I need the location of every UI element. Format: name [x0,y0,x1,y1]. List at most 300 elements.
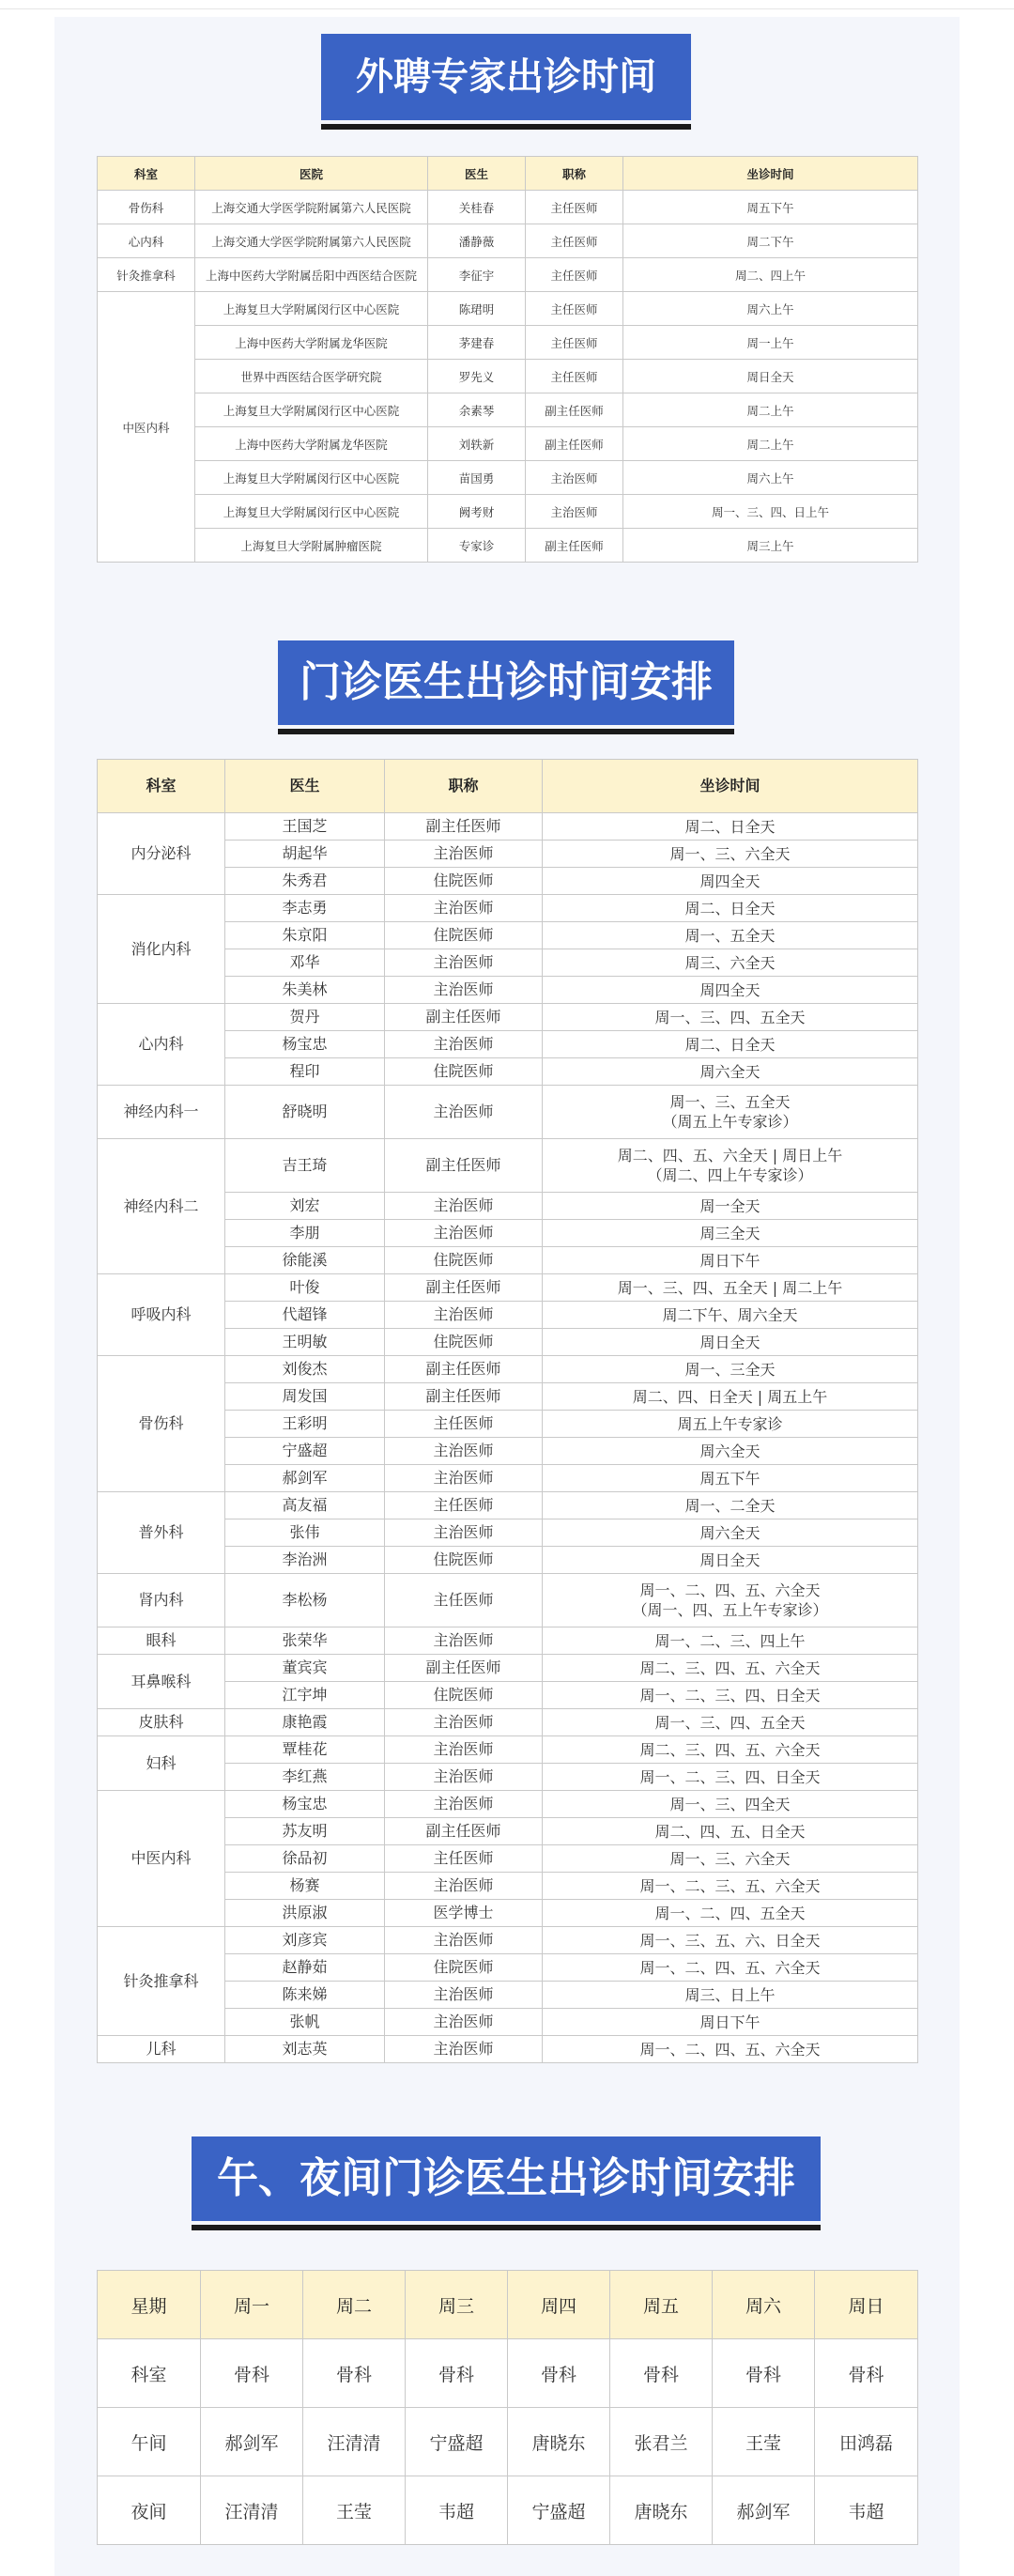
header-title: 职称 [385,760,543,813]
doctor-cell: 宁盛超 [225,1438,385,1465]
table-row [98,191,918,224]
time-cell [543,1139,918,1193]
time-line: 周六全天 [699,1442,760,1460]
table-row [98,427,918,461]
dept-cell: 儿科 [98,2036,225,2063]
time-line: 周五下午 [699,1469,760,1488]
time-cell [543,1519,918,1547]
section2-title-underline [278,729,734,734]
doctor-cell: 刘志英 [225,2036,385,2063]
time-line: 周日下午 [699,2013,760,2031]
title-cell: 主治医师 [385,1465,543,1492]
title-cell: 主任医师 [526,224,623,258]
dept-cell: 心内科 [98,224,195,258]
time-cell [543,1058,918,1086]
table-row [98,2036,918,2063]
time-line: 周一、三、四、五全天 | 周二上午 [617,1278,843,1297]
time-cell [543,895,918,922]
table-row [98,258,918,292]
section3-title: 午、夜间门诊医生出诊时间安排 [192,2136,821,2221]
doctor-cell: 舒晓明 [225,1086,385,1139]
title-cell: 主治医师 [526,495,623,529]
doctor-cell: 程印 [225,1058,385,1086]
table-row [98,1574,918,1627]
dept-cell: 耳鼻喉科 [98,1655,225,1709]
doctor-cell: 余素琴 [428,393,526,427]
title-cell: 住院医师 [385,922,543,949]
header-hospital: 医院 [195,157,428,191]
header-tue: 周二 [303,2271,406,2339]
time-line: 周三、六全天 [684,953,776,972]
time-cell [543,2036,918,2063]
doctor-cell: 代超锋 [225,1302,385,1329]
doctor-cell: 覃桂花 [225,1736,385,1764]
doctor-cell: 李征宇 [428,258,526,292]
doctor-cell: 董宾宾 [225,1655,385,1682]
time-cell [543,977,918,1004]
header-title: 职称 [526,157,623,191]
header-fri: 周五 [610,2271,713,2339]
time-cell [543,1655,918,1682]
doctor-cell: 李志勇 [225,895,385,922]
title-cell: 主治医师 [385,1736,543,1764]
title-cell: 住院医师 [385,1058,543,1086]
table-row [98,1709,918,1736]
time-cell [543,1274,918,1302]
time-cell [543,1438,918,1465]
time-cell: 周五下午 [623,191,918,224]
time-line: 周一、二、三、四、日全天 [639,1686,821,1704]
time-cell [543,1873,918,1900]
title-cell: 主治医师 [385,1220,543,1247]
time-cell [543,1736,918,1764]
schedule-cell: 宁盛超 [406,2408,508,2476]
doctor-cell: 张帆 [225,2009,385,2036]
schedule-cell: 骨科 [201,2339,303,2408]
title-cell: 主任医师 [385,1492,543,1519]
hospital-cell: 上海中医药大学附属龙华医院 [195,427,428,461]
outpatient-schedule-table [97,759,918,2063]
time-line: 周日全天 [699,1550,760,1569]
table-row [98,2408,918,2476]
header-mon: 周一 [201,2271,303,2339]
dept-cell: 骨伤科 [98,191,195,224]
dept-cell: 肾内科 [98,1574,225,1627]
title-cell: 主治医师 [385,977,543,1004]
title-cell: 主治医师 [385,1302,543,1329]
time-line: 周日全天 [699,1333,760,1351]
dept-cell: 普外科 [98,1492,225,1574]
time-cell: 周六上午 [623,461,918,495]
doctor-cell: 刘彦宾 [225,1927,385,1954]
time-line: 周五上午专家诊 [677,1414,783,1433]
table-row [98,2339,918,2408]
schedule-cell: 汪清清 [303,2408,406,2476]
header-wed: 周三 [406,2271,508,2339]
doctor-cell: 王明敏 [225,1329,385,1356]
time-cell [543,1302,918,1329]
title-cell: 主治医师 [385,1086,543,1139]
time-line: 周四全天 [699,872,760,890]
header-dept: 科室 [98,157,195,191]
title-cell: 主治医师 [385,1982,543,2009]
header-doctor: 医生 [225,760,385,813]
table-row [98,1627,918,1655]
table-row [98,1492,918,1519]
time-cell [543,1954,918,1982]
doctor-cell: 罗先义 [428,360,526,393]
top-divider [0,8,1014,9]
doctor-cell: 朱美林 [225,977,385,1004]
time-cell: 周二上午 [623,393,918,427]
time-line: 周三、日上午 [684,1985,776,2004]
time-cell [543,1086,918,1139]
time-cell: 周二、四上午 [623,258,918,292]
time-line: 周一、二、四、五、六全天 [639,1581,821,1599]
header-doctor: 医生 [428,157,526,191]
time-line: 周一、五全天 [684,926,776,945]
doctor-cell: 康艳霞 [225,1709,385,1736]
title-cell: 主任医师 [526,360,623,393]
table-row [98,326,918,360]
table-row [98,1139,918,1193]
time-cell [543,922,918,949]
schedule-cell: 骨科 [815,2339,918,2408]
hospital-cell: 上海交通大学医学院附属第六人民医院 [195,191,428,224]
schedule-cell: 王莹 [303,2476,406,2545]
table-row [98,1736,918,1764]
section3-title-underline [192,2225,821,2230]
time-line: 周一、三、六全天 [669,844,791,863]
table-row [98,895,918,922]
header-weekday: 星期 [98,2271,201,2339]
time-cell [543,1627,918,1655]
time-cell [543,1193,918,1220]
title-cell: 副主任医师 [385,1383,543,1411]
table-row [98,1927,918,1954]
time-line: 周一、三、四、五全天 [654,1008,806,1026]
doctor-cell: 杨宝忠 [225,1031,385,1058]
header-thu: 周四 [508,2271,610,2339]
time-line: 周一、三、四、五全天 [654,1713,806,1732]
doctor-cell: 杨宝忠 [225,1791,385,1818]
doctor-cell: 陈来娣 [225,1982,385,2009]
time-cell [543,1220,918,1247]
dept-cell: 消化内科 [98,895,225,1004]
title-cell: 主治医师 [385,1873,543,1900]
time-cell [543,1247,918,1274]
time-cell: 周一上午 [623,326,918,360]
section1-title-underline [321,124,691,130]
doctor-cell: 刘宏 [225,1193,385,1220]
header-sat: 周六 [713,2271,815,2339]
time-line: 周一、三、六全天 [669,1849,791,1868]
time-line: 周二、四、日全天 | 周五上午 [632,1387,828,1406]
title-cell: 主治医师 [385,1438,543,1465]
row-label: 夜间 [98,2476,201,2545]
time-cell [543,2009,918,2036]
time-cell [543,1547,918,1574]
doctor-cell: 郝剑军 [225,1465,385,1492]
time-cell: 周二下午 [623,224,918,258]
time-line: 周一、二、四、五全天 [654,1904,806,1922]
dept-cell: 针灸推拿科 [98,1927,225,2036]
time-cell: 周六上午 [623,292,918,326]
title-cell: 主治医师 [385,895,543,922]
title-cell: 主治医师 [526,461,623,495]
time-cell [543,1574,918,1627]
hospital-cell: 上海复旦大学附属闵行区中心医院 [195,495,428,529]
table-row [98,1086,918,1139]
title-cell: 副主任医师 [385,1274,543,1302]
doctor-cell: 朱秀君 [225,868,385,895]
title-cell: 住院医师 [385,1682,543,1709]
title-cell: 主任医师 [526,326,623,360]
title-cell: 住院医师 [385,1329,543,1356]
title-cell: 主治医师 [385,1031,543,1058]
doctor-cell: 贺丹 [225,1004,385,1031]
time-line: 周一、三、五全天 [669,1093,791,1111]
doctor-cell: 潘静薇 [428,224,526,258]
time-line: 周四全天 [699,980,760,999]
doctor-cell: 苏友明 [225,1818,385,1845]
time-cell [543,1411,918,1438]
time-cell [543,1982,918,2009]
schedule-cell: 韦超 [815,2476,918,2545]
schedule-cell: 王莹 [713,2408,815,2476]
dept-cell: 骨伤科 [98,1356,225,1492]
time-line: 周二、日全天 [684,899,776,918]
title-cell: 副主任医师 [385,1004,543,1031]
title-cell: 主治医师 [385,2036,543,2063]
doctor-cell: 阙考财 [428,495,526,529]
doctor-cell: 陈珺明 [428,292,526,326]
time-cell [543,1004,918,1031]
time-cell [543,1791,918,1818]
table-header-row [98,2271,918,2339]
title-cell: 主治医师 [385,1764,543,1791]
title-cell: 住院医师 [385,1954,543,1982]
title-cell: 副主任医师 [385,1139,543,1193]
schedule-cell: 骨科 [610,2339,713,2408]
time-cell [543,949,918,977]
schedule-cell: 唐晓东 [610,2476,713,2545]
doctor-cell: 刘轶新 [428,427,526,461]
doctor-cell: 刘俊杰 [225,1356,385,1383]
schedule-cell: 骨科 [713,2339,815,2408]
time-cell [543,1845,918,1873]
title-cell: 主治医师 [385,949,543,977]
schedule-cell: 田鸿磊 [815,2408,918,2476]
hospital-cell: 上海中医药大学附属龙华医院 [195,326,428,360]
time-line: 周一、二、四、五、六全天 [639,2040,821,2059]
time-cell: 周三上午 [623,529,918,563]
title-cell: 主任医师 [385,1574,543,1627]
table-row [98,224,918,258]
schedule-cell: 汪清清 [201,2476,303,2545]
time-line: 周二、日全天 [684,817,776,836]
hospital-cell: 上海中医药大学附属岳阳中西医结合医院 [195,258,428,292]
time-note: （周一、四、五上午专家诊） [632,1601,828,1619]
time-line: 周一、二、三、五、六全天 [639,1876,821,1895]
dept-cell: 神经内科一 [98,1086,225,1139]
table-row [98,2476,918,2545]
title-cell: 副主任医师 [385,813,543,841]
table-row [98,529,918,563]
time-cell [543,1383,918,1411]
title-cell: 主任医师 [526,258,623,292]
schedule-cell: 骨科 [303,2339,406,2408]
header-time: 坐诊时间 [623,157,918,191]
table-header-row [98,157,918,191]
doctor-cell: 杨赛 [225,1873,385,1900]
header-dept: 科室 [98,760,225,813]
doctor-cell: 关桂春 [428,191,526,224]
title-cell: 主任医师 [385,1411,543,1438]
schedule-cell: 骨科 [406,2339,508,2408]
dept-cell: 针灸推拿科 [98,258,195,292]
time-cell: 周二上午 [623,427,918,461]
table-row [98,393,918,427]
schedule-cell: 郝剑军 [201,2408,303,2476]
table-row [98,292,918,326]
time-line: 周一、三、四全天 [669,1795,791,1813]
schedule-cell: 骨科 [508,2339,610,2408]
doctor-cell: 江宇坤 [225,1682,385,1709]
doctor-cell: 王彩明 [225,1411,385,1438]
dept-cell: 神经内科二 [98,1139,225,1274]
time-cell [543,1329,918,1356]
time-cell [543,868,918,895]
hospital-cell: 上海复旦大学附属闵行区中心医院 [195,393,428,427]
title-cell: 主治医师 [385,1627,543,1655]
title-cell: 副主任医师 [385,1655,543,1682]
time-cell [543,1818,918,1845]
title-cell: 主治医师 [385,1791,543,1818]
hospital-cell: 上海复旦大学附属肿瘤医院 [195,529,428,563]
time-line: 周三全天 [699,1224,760,1242]
section2-title: 门诊医生出诊时间安排 [278,640,734,725]
time-cell [543,841,918,868]
table-row [98,813,918,841]
time-line: 周一、三全天 [684,1360,776,1379]
time-note: （周五上午专家诊） [662,1113,798,1131]
doctor-cell: 吉王琦 [225,1139,385,1193]
time-cell [543,1709,918,1736]
time-line: 周二下午、周六全天 [662,1305,798,1324]
time-cell [543,1900,918,1927]
doctor-cell: 李治洲 [225,1547,385,1574]
doctor-cell: 洪原淑 [225,1900,385,1927]
doctor-cell: 周发国 [225,1383,385,1411]
dept-cell: 呼吸内科 [98,1274,225,1356]
time-line: 周二、四、五、六全天 | 周日上午 [617,1147,843,1165]
time-cell [543,813,918,841]
noon-night-schedule-table [97,2270,918,2545]
doctor-cell: 专家诊 [428,529,526,563]
title-cell: 主任医师 [385,1845,543,1873]
time-cell [543,1682,918,1709]
table-row [98,360,918,393]
doctor-cell: 徐品初 [225,1845,385,1873]
schedule-cell: 韦超 [406,2476,508,2545]
expert-schedule-table [97,156,918,563]
doctor-cell: 李松杨 [225,1574,385,1627]
title-cell: 住院医师 [385,868,543,895]
hospital-cell: 上海复旦大学附属闵行区中心医院 [195,292,428,326]
dept-cell: 妇科 [98,1736,225,1791]
time-cell [543,1764,918,1791]
title-cell: 住院医师 [385,1247,543,1274]
table-row [98,1356,918,1383]
doctor-cell: 李朋 [225,1220,385,1247]
doctor-cell: 胡起华 [225,841,385,868]
doctor-cell: 高友福 [225,1492,385,1519]
time-line: 周一、二全天 [684,1496,776,1515]
title-cell: 副主任医师 [385,1818,543,1845]
doctor-cell: 张荣华 [225,1627,385,1655]
hospital-cell: 上海交通大学医学院附属第六人民医院 [195,224,428,258]
time-line: 周日下午 [699,1251,760,1270]
table-row [98,1791,918,1818]
time-line: 周二、四、五、日全天 [654,1822,806,1841]
hospital-cell: 上海复旦大学附属闵行区中心医院 [195,461,428,495]
schedule-cell: 唐晓东 [508,2408,610,2476]
doctor-cell: 苗国勇 [428,461,526,495]
title-cell: 副主任医师 [526,529,623,563]
title-cell: 医学博士 [385,1900,543,1927]
table-row [98,1274,918,1302]
schedule-cell: 宁盛超 [508,2476,610,2545]
dept-cell: 眼科 [98,1627,225,1655]
doctor-cell: 徐能溪 [225,1247,385,1274]
title-cell: 主任医师 [526,191,623,224]
time-line: 周二、三、四、五、六全天 [639,1658,821,1677]
time-cell: 周一、三、四、日上午 [623,495,918,529]
time-cell [543,1492,918,1519]
title-cell: 住院医师 [385,1547,543,1574]
time-cell [543,1927,918,1954]
time-cell [543,1031,918,1058]
doctor-cell: 邓华 [225,949,385,977]
time-line: 周一全天 [699,1196,760,1215]
section1-title: 外聘专家出诊时间 [321,34,691,120]
time-line: 周二、日全天 [684,1035,776,1054]
time-line: 周一、二、四、五、六全天 [639,1958,821,1977]
schedule-cell: 张君兰 [610,2408,713,2476]
time-cell: 周日全天 [623,360,918,393]
time-cell [543,1356,918,1383]
doctor-cell: 张伟 [225,1519,385,1547]
time-line: 周六全天 [699,1523,760,1542]
header-sun: 周日 [815,2271,918,2339]
doctor-cell: 叶俊 [225,1274,385,1302]
title-cell: 主治医师 [385,1519,543,1547]
table-row [98,461,918,495]
title-cell: 主治医师 [385,841,543,868]
title-cell: 主任医师 [526,292,623,326]
title-cell: 副主任医师 [385,1356,543,1383]
dept-cell: 皮肤科 [98,1709,225,1736]
title-cell: 主治医师 [385,1193,543,1220]
title-cell: 副主任医师 [526,427,623,461]
doctor-cell: 赵静茹 [225,1954,385,1982]
title-cell: 主治医师 [385,1927,543,1954]
time-line: 周二、三、四、五、六全天 [639,1740,821,1759]
dept-cell: 中医内科 [98,1791,225,1927]
schedule-cell: 郝剑军 [713,2476,815,2545]
title-cell: 副主任医师 [526,393,623,427]
